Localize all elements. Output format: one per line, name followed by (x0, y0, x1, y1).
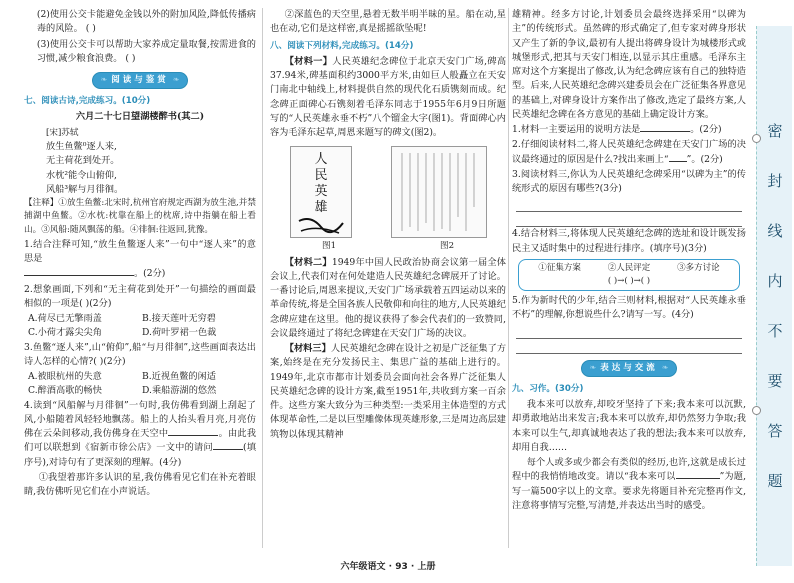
option[interactable]: C.醉酒高歌的畅快 (28, 385, 102, 397)
rail-char: 封 (767, 172, 783, 190)
question-2-options (24, 312, 256, 341)
sequence-answer[interactable]: ( )→( )→( ) (607, 275, 651, 286)
leaf-icon: ❧ (589, 362, 597, 372)
leaf-icon: ❧ (661, 362, 669, 372)
answer-blank[interactable] (669, 153, 687, 162)
poem-line: 无主荷花到处开。 (46, 155, 120, 167)
answer-blank[interactable] (168, 427, 218, 436)
answer-line[interactable] (516, 339, 742, 354)
figures (270, 146, 506, 238)
svg-text:人: 人 (313, 152, 328, 168)
figure-caption: 图2 (439, 241, 455, 252)
question-4: 4.结合材料三,将体现人民英雄纪念碑的选址和设计既发扬民主又适时集中的过程进行排序。(填序号)(3分) (512, 228, 746, 254)
option[interactable]: A.被眼杭州的失意 (28, 371, 102, 383)
question-3: 3.鱼鳖“逐人来”,山“俯仰”,船“与月徘徊”,这些画面表达出诗人怎样的心情?( )(2分) (24, 341, 256, 367)
poem-title: 六月二十七日望湖楼醉书(其二) (75, 111, 205, 123)
rail-char: 密 (767, 122, 783, 140)
poem-line: 风船³解与月徘徊。 (46, 183, 124, 195)
poem-notes: 【注释】①放生鱼鳖:北宋时,杭州官府规定西湖为放生池,并禁捕湖中鱼鳖。②水枕:枕靠在船上的枕席,诗中指躺在船上看山。③风船:随风飘荡的船。④徘徊:往返回,犹豫。 (24, 198, 256, 235)
leaf-icon: ❧ (172, 75, 180, 85)
option[interactable]: D.乘船游湖的悠然 (142, 385, 217, 397)
material-3-continued: 雄精神。经多方讨论,计划委员会最终选择采用“以碑为主”的传统形式。虽然碑的形式确定了,但专家对碑身形状又产生了新的争议,最初有人提出将碑身设计为城楼形式或城堡形式,把其与天安门相连,以显示其庄重感。毛泽东主席对这个方案提出了修改,认为纪念碑应该有自己的独特造型。后来,人民英雄纪念碑兴建委员会在广泛征集各界意见的基础上,对碑身设计方案作出了修改,选定了最终方案,人民英雄纪念碑在各方意见的基础上确定设计方案。 (512, 9, 746, 120)
question-3: 3.阅读材料三,你认为人民英雄纪念碑采用“以碑为主”的传统形式的原因有哪些?(3分) (512, 168, 746, 194)
calligraphy-figure-1 (290, 146, 352, 238)
option[interactable]: D.荷叶罗裙一色裁 (142, 327, 217, 339)
rail-char: 答 (767, 422, 783, 440)
figure-caption: 图1 (321, 241, 337, 252)
essay-prompt: 每个人或多或少都会有类似的经历,也许,这就是成长过程中的我悄悄地改变。请以“我本来可以 ”为题,写一篇500字以上的文章。要求先将题目补充完整再作文,注意将事情写完整,写清楚,并表达出当时的感受。 (512, 457, 746, 511)
poem-line: 放生鱼鳖⁰逐人来, (46, 141, 117, 153)
right-column (512, 8, 746, 514)
poem-line: 水枕²能令山俯仰, (46, 169, 117, 181)
section-banner: ❧ 阅读与鉴赏 ❧ (24, 72, 256, 89)
binding-hole-icon (752, 406, 761, 415)
essay-prompt: 我本来可以放弃,却咬牙坚持了下来;我本来可以沉默,却勇敢地站出来发言;我本来可以放弃,却仍然努力争取;我本来可以生气,却真诚地表达了我的想法;我本来可以放弃,却用自我…… (512, 399, 746, 453)
question-1: 1.材料一主要运用的说明方法是 。(2分) (512, 124, 722, 135)
material-3: 【材料三】人民英雄纪念碑在设计之初是广泛征集了方案,始终是在充分发扬民主、集思广益的基础上进行的。1949年,北京市都市计划委员会面向社会各界广泛征集人民英雄纪念碑的设计方案,截至1951年,共收到方案一百余件。这些方案大致分为三种类型:一类采用主体造型的方式体现革命性,二是以巨型雕像体现英雄形象,三是周边高层建筑物以体现其精神 (270, 343, 507, 440)
answer-blank[interactable] (213, 441, 243, 450)
answer-line[interactable] (516, 197, 742, 212)
answer-line[interactable] (516, 324, 742, 339)
question-4-option: ②深蓝色的天空里,悬着无数半明半昧的星。船在动,星也在动,它们是这样密,真是摇摇欲坠呢! (270, 9, 506, 35)
svg-text:民: 民 (313, 168, 328, 184)
sequence-option: ③多方讨论 (677, 262, 720, 273)
title-blank[interactable] (676, 470, 720, 479)
seal-line-rail (756, 26, 792, 566)
section-heading: 八、阅读下列材料,完成练习。(14分) (270, 40, 414, 51)
column-divider (508, 8, 509, 548)
inscription-figure-2 (391, 146, 487, 238)
option[interactable]: C.小荷才露尖尖角 (28, 327, 102, 339)
page-footer: 六年级语文 · 93 · 上册 (340, 562, 436, 572)
svg-text:雄: 雄 (313, 200, 328, 216)
option[interactable]: B.接天莲叶无穷碧 (142, 313, 216, 325)
option[interactable]: B.近视鱼鳖的闲适 (142, 371, 216, 383)
question-item: (3)使用公交卡可以帮助大家养成定量取餐,按需进食的习惯,减少粮食浪费。 ( ) (36, 38, 256, 64)
question-4-option: ①我望着那许多认识的星,我仿佛看见它们在补充着眼睛,我仿佛听见它们在小声说话。 (24, 471, 256, 498)
question-5: 5.作为新时代的少年,结合三则材料,根据对“人民英雄永垂不朽”的理解,你想说些什么?请写一写。(4分) (512, 295, 746, 321)
poem-body (24, 140, 256, 197)
material-1: 【材料一】人民英雄纪念碑位于北京天安门广场,碑高37.94米,碑基面积约3000平方米,由如巨人般矗立在天安门南北中轴线上,材料提供自然的现代化石质镌刻而成。纪念碑正面碑心石镌刻着毛泽东同志于1955年6月9日所题写的“人民英雄永垂不朽”八个镏金大字(图1)。背面碑心内容为毛泽东起草,周恩来题写的碑文(图2)。 (270, 55, 507, 139)
rail-char: 线 (767, 222, 783, 240)
column-divider (262, 8, 263, 548)
section-banner: ❧ 表达与交流 ❧ (512, 360, 746, 377)
rail-char: 要 (767, 372, 783, 390)
sequence-box (518, 259, 740, 291)
sequence-option: ①征集方案 (538, 262, 581, 273)
rail-char: 内 (767, 272, 783, 290)
option[interactable]: A.荷尽已无擎雨盖 (28, 313, 102, 325)
rail-char: 不 (767, 322, 783, 340)
poem-author: [宋]苏轼 (46, 127, 79, 138)
left-column (24, 8, 256, 500)
middle-column (270, 8, 506, 443)
question-4: 4.读到“风船解与月徘徊”一句时,我仿佛看到湖上刮起了风,小船随着风轻轻地飘荡。船上的人抬头看月亮,月亮仿佛在云朵间移动,我仿佛身在天空中 。由此我们可以联想到《宿新市徐公店》一文中的请问 (填序号),对诗句有了更深刻的理解。(4分) (24, 399, 257, 468)
answer-line[interactable]: 。(2分) (24, 267, 256, 281)
answer-line[interactable] (516, 212, 742, 227)
svg-text:英: 英 (313, 184, 328, 200)
section-heading: 七、阅读古诗,完成练习。(10分) (24, 96, 151, 107)
material-2: 【材料二】1949年中国人民政治协商会议第一届全体会议上,代表们对在何处建造人民英雄纪念碑展开了讨论。一番讨论后,周恩来提议,天安门广场承载着五四运动以来的革命传统,将是全国各族人民敬仰和向往的地方,人民英雄纪念碑应建在这里。他的提议获得了参会代表们的一致赞同,会议最终通过了将纪念碑建在天安门广场的决议。 (270, 256, 506, 339)
question-1: 1.结合注释可知,“放生鱼鳖逐人来”一句中“逐人来”的意思是 (24, 238, 256, 265)
sequence-option: ②人民评定 (607, 262, 651, 273)
question-2: 2.仔细阅读材料二,将人民英雄纪念碑建在天安门广场的决议最终通过的原因是什么?找出来画上“ ”。(2分) (512, 139, 746, 165)
section-heading: 九、习作。(30分) (512, 383, 584, 394)
question-3-options (24, 370, 256, 399)
question-2: 2.想象画面,下列和“无主荷花到处开”一句描绘的画面最相似的一项是( )(2分) (24, 283, 256, 309)
figure-captions (270, 240, 506, 253)
question-item: (2)使用公交卡能避免金钱以外的附加风险,降低传播病毒的风险。 ( ) (36, 9, 256, 35)
binding-hole-icon (752, 134, 761, 143)
leaf-icon: ❧ (100, 75, 108, 85)
rail-char: 题 (767, 472, 783, 490)
answer-blank[interactable] (640, 123, 690, 132)
